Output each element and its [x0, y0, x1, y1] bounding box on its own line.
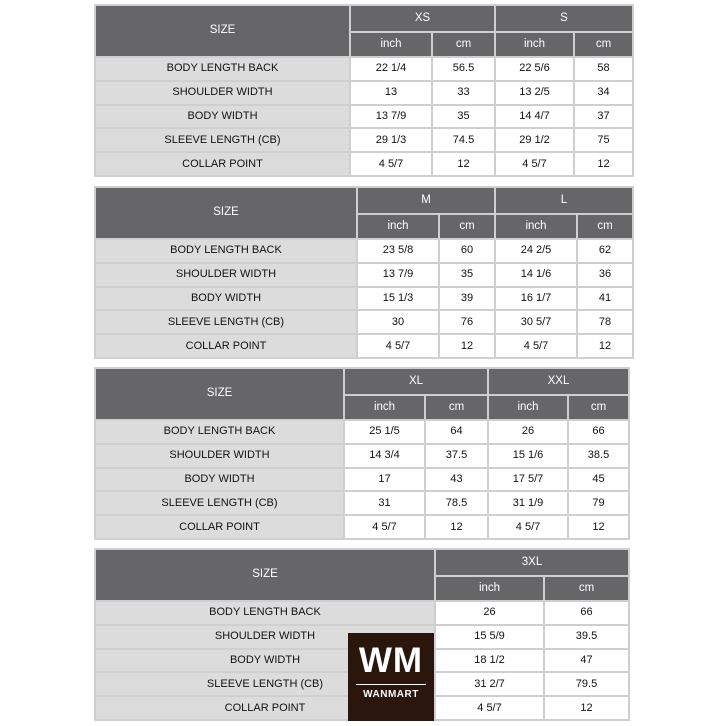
row-label: COLLAR POINT	[96, 335, 356, 357]
logo-wordmark: WANMART	[363, 689, 419, 700]
unit-cm-header: cm	[440, 215, 494, 238]
row-label: SLEEVE LENGTH (CB)	[96, 129, 349, 151]
unit-cm-header: cm	[426, 396, 487, 419]
size-table-m-l	[94, 186, 634, 359]
cell-value: 79	[569, 492, 628, 514]
unit-inch-header: inch	[489, 396, 567, 419]
cell-value: 66	[545, 602, 628, 624]
cell-value: 14 4/7	[496, 106, 573, 128]
cell-value: 4 5/7	[489, 516, 567, 538]
table-row	[96, 288, 632, 310]
cell-value: 76	[440, 311, 494, 333]
cell-value: 13 7/9	[351, 106, 431, 128]
cell-value: 30	[358, 311, 438, 333]
unit-inch-header: inch	[496, 33, 573, 56]
cell-value: 4 5/7	[496, 335, 576, 357]
cell-value: 37.5	[426, 445, 487, 467]
row-label: SLEEVE LENGTH (CB)	[96, 311, 356, 333]
cell-value: 18 1/2	[436, 650, 543, 672]
row-label: BODY WIDTH	[96, 650, 434, 672]
row-label: SHOULDER WIDTH	[96, 445, 343, 467]
row-label: SHOULDER WIDTH	[96, 264, 356, 286]
cell-value: 24 2/5	[496, 240, 576, 262]
cell-value: 15 1/3	[358, 288, 438, 310]
unit-inch-header: inch	[358, 215, 438, 238]
size-l-header: L	[496, 188, 632, 213]
cell-value: 66	[569, 421, 628, 443]
cell-value: 75	[575, 129, 632, 151]
table-row	[96, 421, 628, 443]
cell-value: 64	[426, 421, 487, 443]
cell-value: 12	[433, 153, 494, 175]
row-label: COLLAR POINT	[96, 516, 343, 538]
cell-value: 12	[545, 697, 628, 719]
cell-value: 31 2/7	[436, 673, 543, 695]
row-label: SLEEVE LENGTH (CB)	[96, 492, 343, 514]
cell-value: 38.5	[569, 445, 628, 467]
cell-value: 36	[578, 264, 632, 286]
cell-value: 4 5/7	[436, 697, 543, 719]
cell-value: 15 5/9	[436, 626, 543, 648]
cell-value: 4 5/7	[351, 153, 431, 175]
unit-cm-header: cm	[575, 33, 632, 56]
size-s-header: S	[496, 6, 632, 31]
cell-value: 41	[578, 288, 632, 310]
cell-value: 47	[545, 650, 628, 672]
table-row	[96, 153, 632, 175]
table-row	[96, 129, 632, 151]
size-header: SIZE	[96, 188, 356, 238]
size-header: SIZE	[96, 550, 434, 600]
cell-value: 12	[569, 516, 628, 538]
logo-monogram: WM	[358, 641, 424, 680]
cell-value: 30 5/7	[496, 311, 576, 333]
row-label: COLLAR POINT	[96, 697, 434, 719]
cell-value: 12	[426, 516, 487, 538]
table-row	[96, 445, 628, 467]
cell-value: 35	[433, 106, 494, 128]
cell-value: 22 5/6	[496, 58, 573, 80]
cell-value: 37	[575, 106, 632, 128]
table-row	[96, 82, 632, 104]
cell-value: 33	[433, 82, 494, 104]
row-label: BODY LENGTH BACK	[96, 240, 356, 262]
cell-value: 23 5/8	[358, 240, 438, 262]
cell-value: 39	[440, 288, 494, 310]
unit-inch-header: inch	[496, 215, 576, 238]
cell-value: 17	[345, 469, 424, 491]
size-xxl-header: XXL	[489, 369, 628, 394]
row-label: SLEEVE LENGTH (CB)	[96, 673, 434, 695]
cell-value: 43	[426, 469, 487, 491]
table-row	[96, 58, 632, 80]
cell-value: 35	[440, 264, 494, 286]
cell-value: 12	[575, 153, 632, 175]
size-xl-header: XL	[345, 369, 487, 394]
row-label: BODY WIDTH	[96, 469, 343, 491]
unit-cm-header: cm	[545, 577, 628, 600]
logo-divider	[356, 684, 426, 685]
table-row	[96, 335, 632, 357]
cell-value: 4 5/7	[358, 335, 438, 357]
cell-value: 62	[578, 240, 632, 262]
row-label: BODY LENGTH BACK	[96, 421, 343, 443]
size-3xl-header: 3XL	[436, 550, 628, 575]
unit-inch-header: inch	[436, 577, 543, 600]
row-label: SHOULDER WIDTH	[96, 82, 349, 104]
row-label: COLLAR POINT	[96, 153, 349, 175]
size-table-xl-xxl	[94, 367, 630, 540]
size-header: SIZE	[96, 6, 349, 56]
wanmart-logo	[348, 633, 434, 721]
table-row	[96, 264, 632, 286]
row-label: SHOULDER WIDTH	[96, 626, 434, 648]
size-m-header: M	[358, 188, 494, 213]
cell-value: 12	[440, 335, 494, 357]
row-label: BODY LENGTH BACK	[96, 602, 434, 624]
unit-cm-header: cm	[578, 215, 632, 238]
cell-value: 16 1/7	[496, 288, 576, 310]
table-row	[96, 516, 628, 538]
cell-value: 26	[489, 421, 567, 443]
size-header: SIZE	[96, 369, 343, 419]
cell-value: 14 3/4	[345, 445, 424, 467]
size-table-xs-s	[94, 4, 634, 177]
unit-cm-header: cm	[433, 33, 494, 56]
row-label: BODY WIDTH	[96, 106, 349, 128]
cell-value: 58	[575, 58, 632, 80]
table-row	[96, 469, 628, 491]
table-row	[96, 106, 632, 128]
cell-value: 17 5/7	[489, 469, 567, 491]
cell-value: 26	[436, 602, 543, 624]
cell-value: 39.5	[545, 626, 628, 648]
table-row	[96, 311, 632, 333]
cell-value: 78	[578, 311, 632, 333]
cell-value: 74.5	[433, 129, 494, 151]
table-row	[96, 492, 628, 514]
size-xs-header: XS	[351, 6, 494, 31]
cell-value: 14 1/6	[496, 264, 576, 286]
table-row	[96, 602, 628, 624]
cell-value: 31 1/9	[489, 492, 567, 514]
unit-inch-header: inch	[345, 396, 424, 419]
cell-value: 79.5	[545, 673, 628, 695]
cell-value: 13	[351, 82, 431, 104]
cell-value: 31	[345, 492, 424, 514]
cell-value: 25 1/5	[345, 421, 424, 443]
cell-value: 45	[569, 469, 628, 491]
table-row	[96, 240, 632, 262]
cell-value: 12	[578, 335, 632, 357]
cell-value: 78.5	[426, 492, 487, 514]
cell-value: 56.5	[433, 58, 494, 80]
cell-value: 29 1/2	[496, 129, 573, 151]
unit-cm-header: cm	[569, 396, 628, 419]
cell-value: 22 1/4	[351, 58, 431, 80]
unit-inch-header: inch	[351, 33, 431, 56]
cell-value: 29 1/3	[351, 129, 431, 151]
cell-value: 15 1/6	[489, 445, 567, 467]
cell-value: 4 5/7	[345, 516, 424, 538]
row-label: BODY WIDTH	[96, 288, 356, 310]
cell-value: 34	[575, 82, 632, 104]
cell-value: 13 7/9	[358, 264, 438, 286]
cell-value: 4 5/7	[496, 153, 573, 175]
row-label: BODY LENGTH BACK	[96, 58, 349, 80]
cell-value: 13 2/5	[496, 82, 573, 104]
cell-value: 60	[440, 240, 494, 262]
